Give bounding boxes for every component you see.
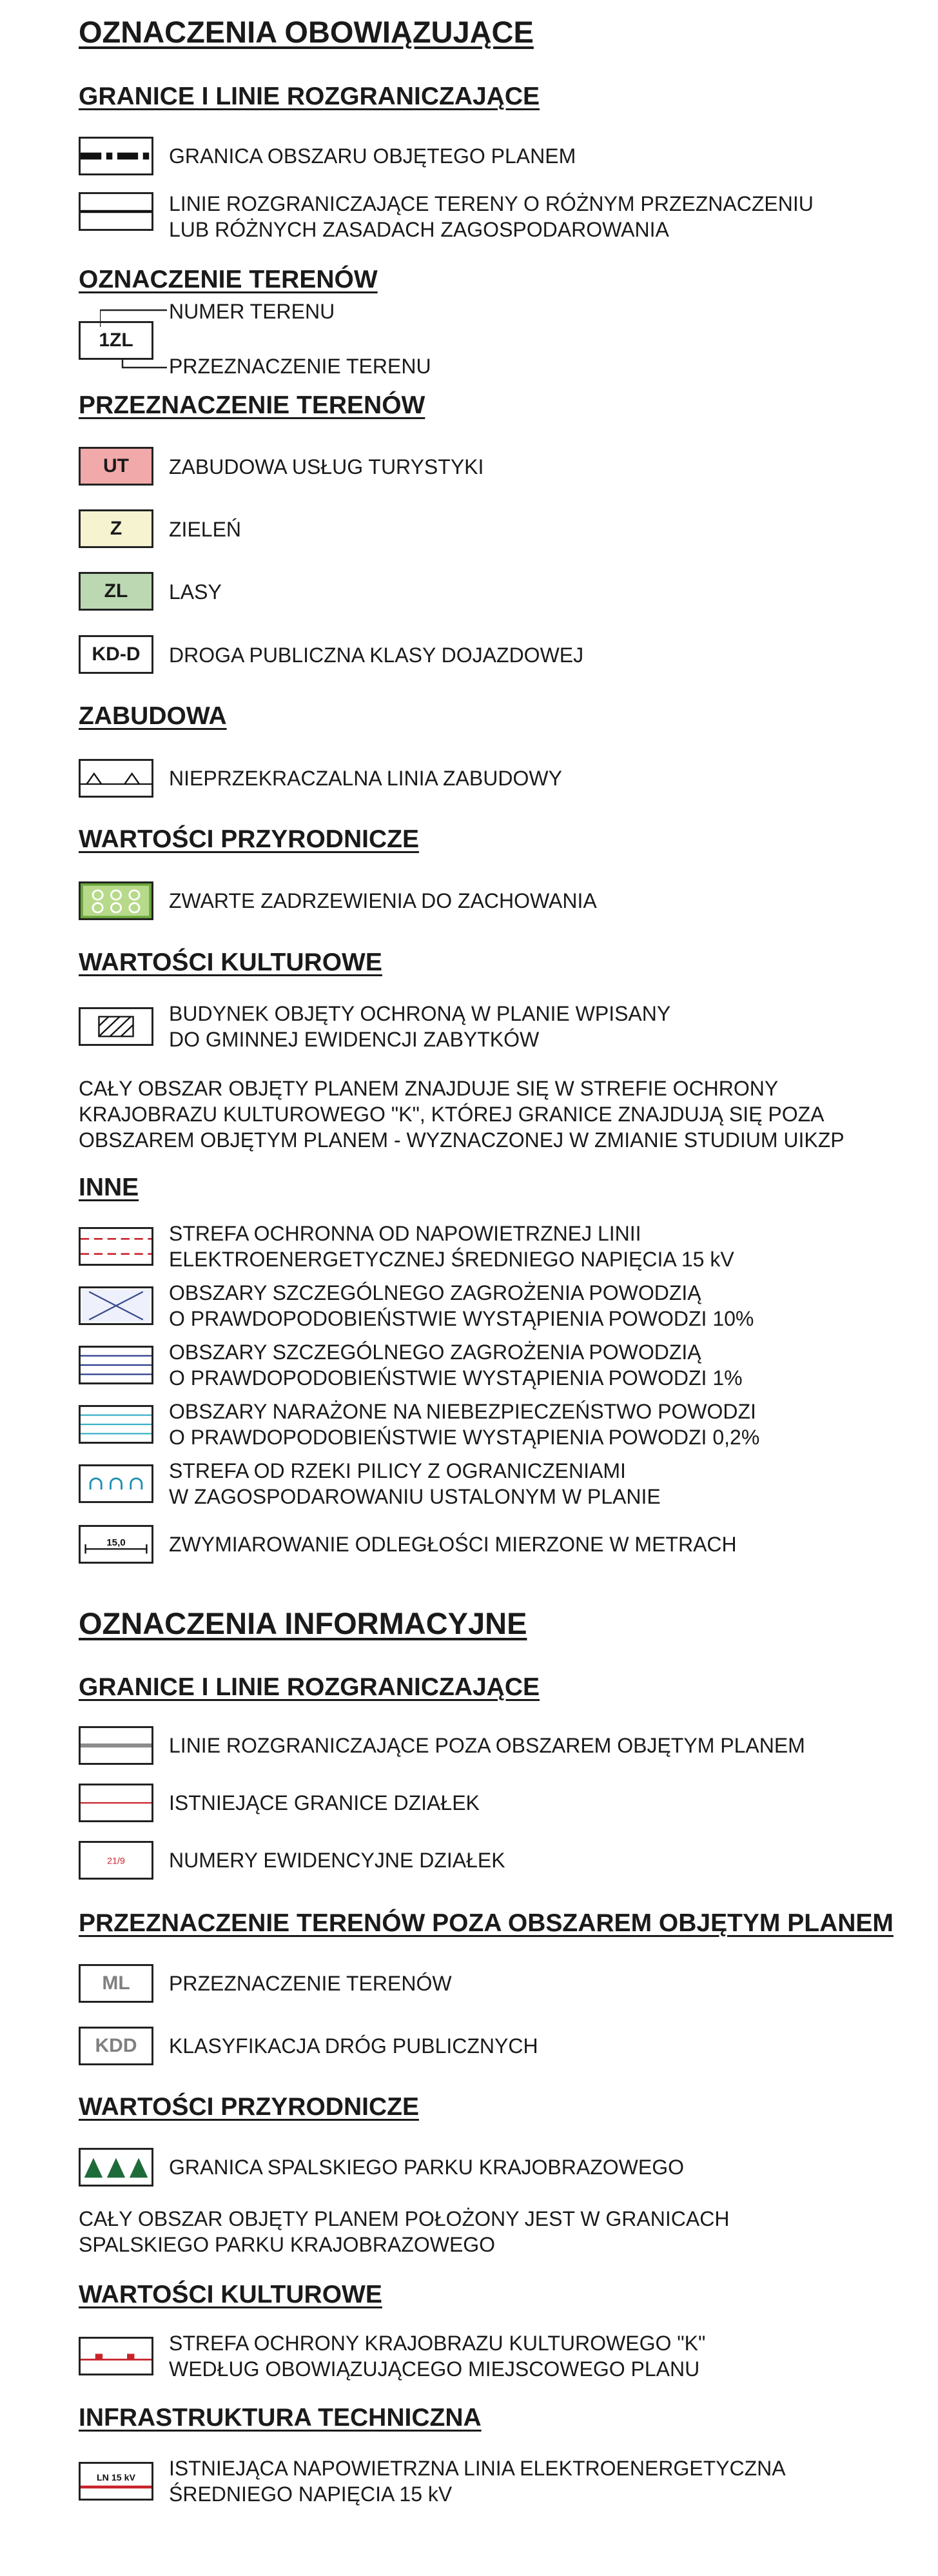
power-line-zone-symbol [79,1227,153,1266]
dimension-value: 15,0 [106,1538,126,1548]
label-flood-02-1: OBSZARY NARAŻONE NA NIEBEZPIECZEŃSTWO POWODZI [169,1400,756,1423]
power-line-symbol [79,2462,153,2501]
flood-10-symbol [79,1286,153,1325]
area-code-pointer-lines [100,306,171,371]
label-flood-1-2: O PRAWDOPODOBIEŃSTWIE WYSTĄPIENIA POWODZI 1% [169,1366,743,1390]
label-zl: LASY [169,580,222,604]
tree-cluster-symbol [79,881,153,920]
heading-kulturowe: WARTOŚCI KULTUROWE [79,949,382,976]
code-kd-d: KD-D [79,635,153,674]
label-dividing-line-1: LINIE ROZGRANICZAJĄCE TERENY O RÓŻNYM PRZEZNACZENIU [169,192,814,215]
protected-building-symbol [79,1007,153,1046]
label-protected-building-1: BUDYNEK OBJĘTY OCHRONĄ W PLANIE WPISANY [169,1002,671,1025]
heading-granice: GRANICE I LINIE ROZGRANICZAJĄCE [79,83,540,110]
cultural-zone-symbol [79,2337,153,2375]
label-area-number: NUMER TERENU [169,300,335,323]
park-note-2: SPALSKIEGO PARKU KRAJOBRAZOWEGO [79,2233,496,2256]
heading-oznaczenie: OZNACZENIE TERENÓW [79,266,378,293]
parcel-number-symbol [79,1841,153,1880]
label-tree-cluster: ZWARTE ZADRZEWIENIA DO ZACHOWANIA [169,889,597,912]
label-flood-02-2: O PRAWDOPODOBIEŃSTWIE WYSTĄPIENIA POWODZI 0,2% [169,1426,760,1449]
heading-info-infrastruktura: INFRASTRUKTURA TECHNICZNA [79,2404,482,2432]
label-power-line-zone-1: STREFA OCHRONNA OD NAPOWIETRZNEJ LINII [169,1222,641,1245]
label-kd-d: DROGA PUBLICZNA KLASY DOJAZDOWEJ [169,644,584,667]
label-power-line-1: ISTNIEJĄCA NAPOWIETRZNA LINIA ELEKTROENERGETYCZNA [169,2457,786,2480]
label-flood-10-2: O PRAWDOPODOBIEŃSTWIE WYSTĄPIENIA POWODZI 10% [169,1307,754,1330]
heading-przyrodnicze: WARTOŚCI PRZYRODNICZE [79,825,419,853]
code-kdd: KDD [79,2027,153,2065]
code-ml: ML [79,1964,153,2003]
label-kdd: KLASYFIKACJA DRÓG PUBLICZNYCH [169,2034,538,2058]
cultural-note-2: KRAJOBRAZU KULTUROWEGO "K", KTÓREJ GRANICE ZNAJDUJĄ SIĘ POZA [79,1103,825,1126]
pilica-zone-symbol [79,1464,153,1503]
label-cultural-zone-1: STREFA OCHRONY KRAJOBRAZU KULTUROWEGO "K" [169,2332,706,2355]
label-area-purpose: PRZEZNACZENIE TERENU [169,355,431,378]
label-parcel-boundary: ISTNIEJĄCE GRANICE DZIAŁEK [169,1791,480,1814]
label-flood-1-1: OBSZARY SZCZEGÓLNEGO ZAGROŻENIA POWODZIĄ [169,1341,701,1364]
code-z: Z [79,509,153,548]
label-plan-boundary: GRANICA OBSZARU OBJĘTEGO PLANEM [169,144,576,168]
label-power-line-zone-2: ELEKTROENERGETYCZNEJ ŚREDNIEGO NAPIĘCIA 15 kV [169,1248,734,1271]
heading-przeznaczenie: PRZEZNACZENIE TERENÓW [79,391,425,419]
label-ut: ZABUDOWA USŁUG TURYSTYKI [169,455,484,478]
plan-boundary-symbol [79,137,153,175]
flood-1-symbol [79,1346,153,1384]
section-title-informacyjne: OZNACZENIA INFORMACYJNE [79,1606,527,1640]
parcel-boundary-symbol [79,1784,153,1822]
park-boundary-symbol [79,2148,153,2187]
building-line-symbol [79,759,153,798]
heading-info-poza: PRZEZNACZENIE TERENÓW POZA OBSZAREM OBJĘTYM PLANEM [79,1909,894,1937]
label-building-line: NIEPRZEKRACZALNA LINIA ZABUDOWY [169,767,562,790]
heading-zabudowa: ZABUDOWA [79,702,227,730]
heading-info-granice: GRANICE I LINIE ROZGRANICZAJĄCE [79,1673,540,1701]
flood-02-symbol [79,1405,153,1444]
label-power-line-2: ŚREDNIEGO NAPIĘCIA 15 kV [169,2483,453,2506]
heading-inne: INNE [79,1174,139,1201]
label-protected-building-2: DO GMINNEJ EWIDENCJI ZABYTKÓW [169,1028,540,1051]
area-code-box: 1ZL [79,321,153,360]
label-dimension: ZWYMIAROWANIE ODLEGŁOŚCI MIERZONE W METRACH [169,1533,737,1556]
code-ut: UT [79,447,153,486]
dividing-line-symbol [79,192,153,231]
label-pilica-zone-2: W ZAGOSPODAROWANIU USTALONYM W PLANIE [169,1485,661,1508]
parcel-number-sample: 21/9 [107,1855,125,1866]
park-note-1: CAŁY OBSZAR OBJĘTY PLANEM POŁOŻONY JEST W GRANICACH [79,2207,730,2230]
cultural-note-3: OBSZAREM OBJĘTYM PLANEM - WYZNACZONEJ W ZMIANIE STUDIUM UIKZP [79,1128,845,1152]
heading-info-przyrodnicze: WARTOŚCI PRZYRODNICZE [79,2093,419,2121]
label-cultural-zone-2: WEDŁUG OBOWIĄZUJĄCEGO MIEJSCOWEGO PLANU [169,2357,700,2381]
code-zl: ZL [79,572,153,611]
label-park-boundary: GRANICA SPALSKIEGO PARKU KRAJOBRAZOWEGO [169,2156,684,2179]
heading-info-kulturowe: WARTOŚCI KULTUROWE [79,2281,382,2308]
label-dividing-line-2: LUB RÓŻNYCH ZASADACH ZAGOSPODAROWANIA [169,218,669,241]
label-parcel-numbers: NUMERY EWIDENCYJNE DZIAŁEK [169,1849,505,1872]
power-line-code: LN 15 kV [96,2472,136,2483]
label-ml: PRZEZNACZENIE TERENÓW [169,1972,452,1995]
label-outer-dividing-line: LINIE ROZGRANICZAJĄCE POZA OBSZAREM OBJĘTYM PLANEM [169,1734,805,1757]
outer-dividing-line-symbol [79,1726,153,1765]
label-z: ZIELEŃ [169,518,242,541]
label-flood-10-1: OBSZARY SZCZEGÓLNEGO ZAGROŻENIA POWODZIĄ [169,1281,701,1304]
section-title-obowiazujace: OZNACZENIA OBOWIĄZUJĄCE [79,15,534,49]
label-pilica-zone-1: STREFA OD RZEKI PILICY Z OGRANICZENIAMI [169,1459,626,1482]
dimension-symbol [79,1525,153,1564]
cultural-note-1: CAŁY OBSZAR OBJĘTY PLANEM ZNAJDUJE SIĘ W STREFIE OCHRONY [79,1077,779,1100]
